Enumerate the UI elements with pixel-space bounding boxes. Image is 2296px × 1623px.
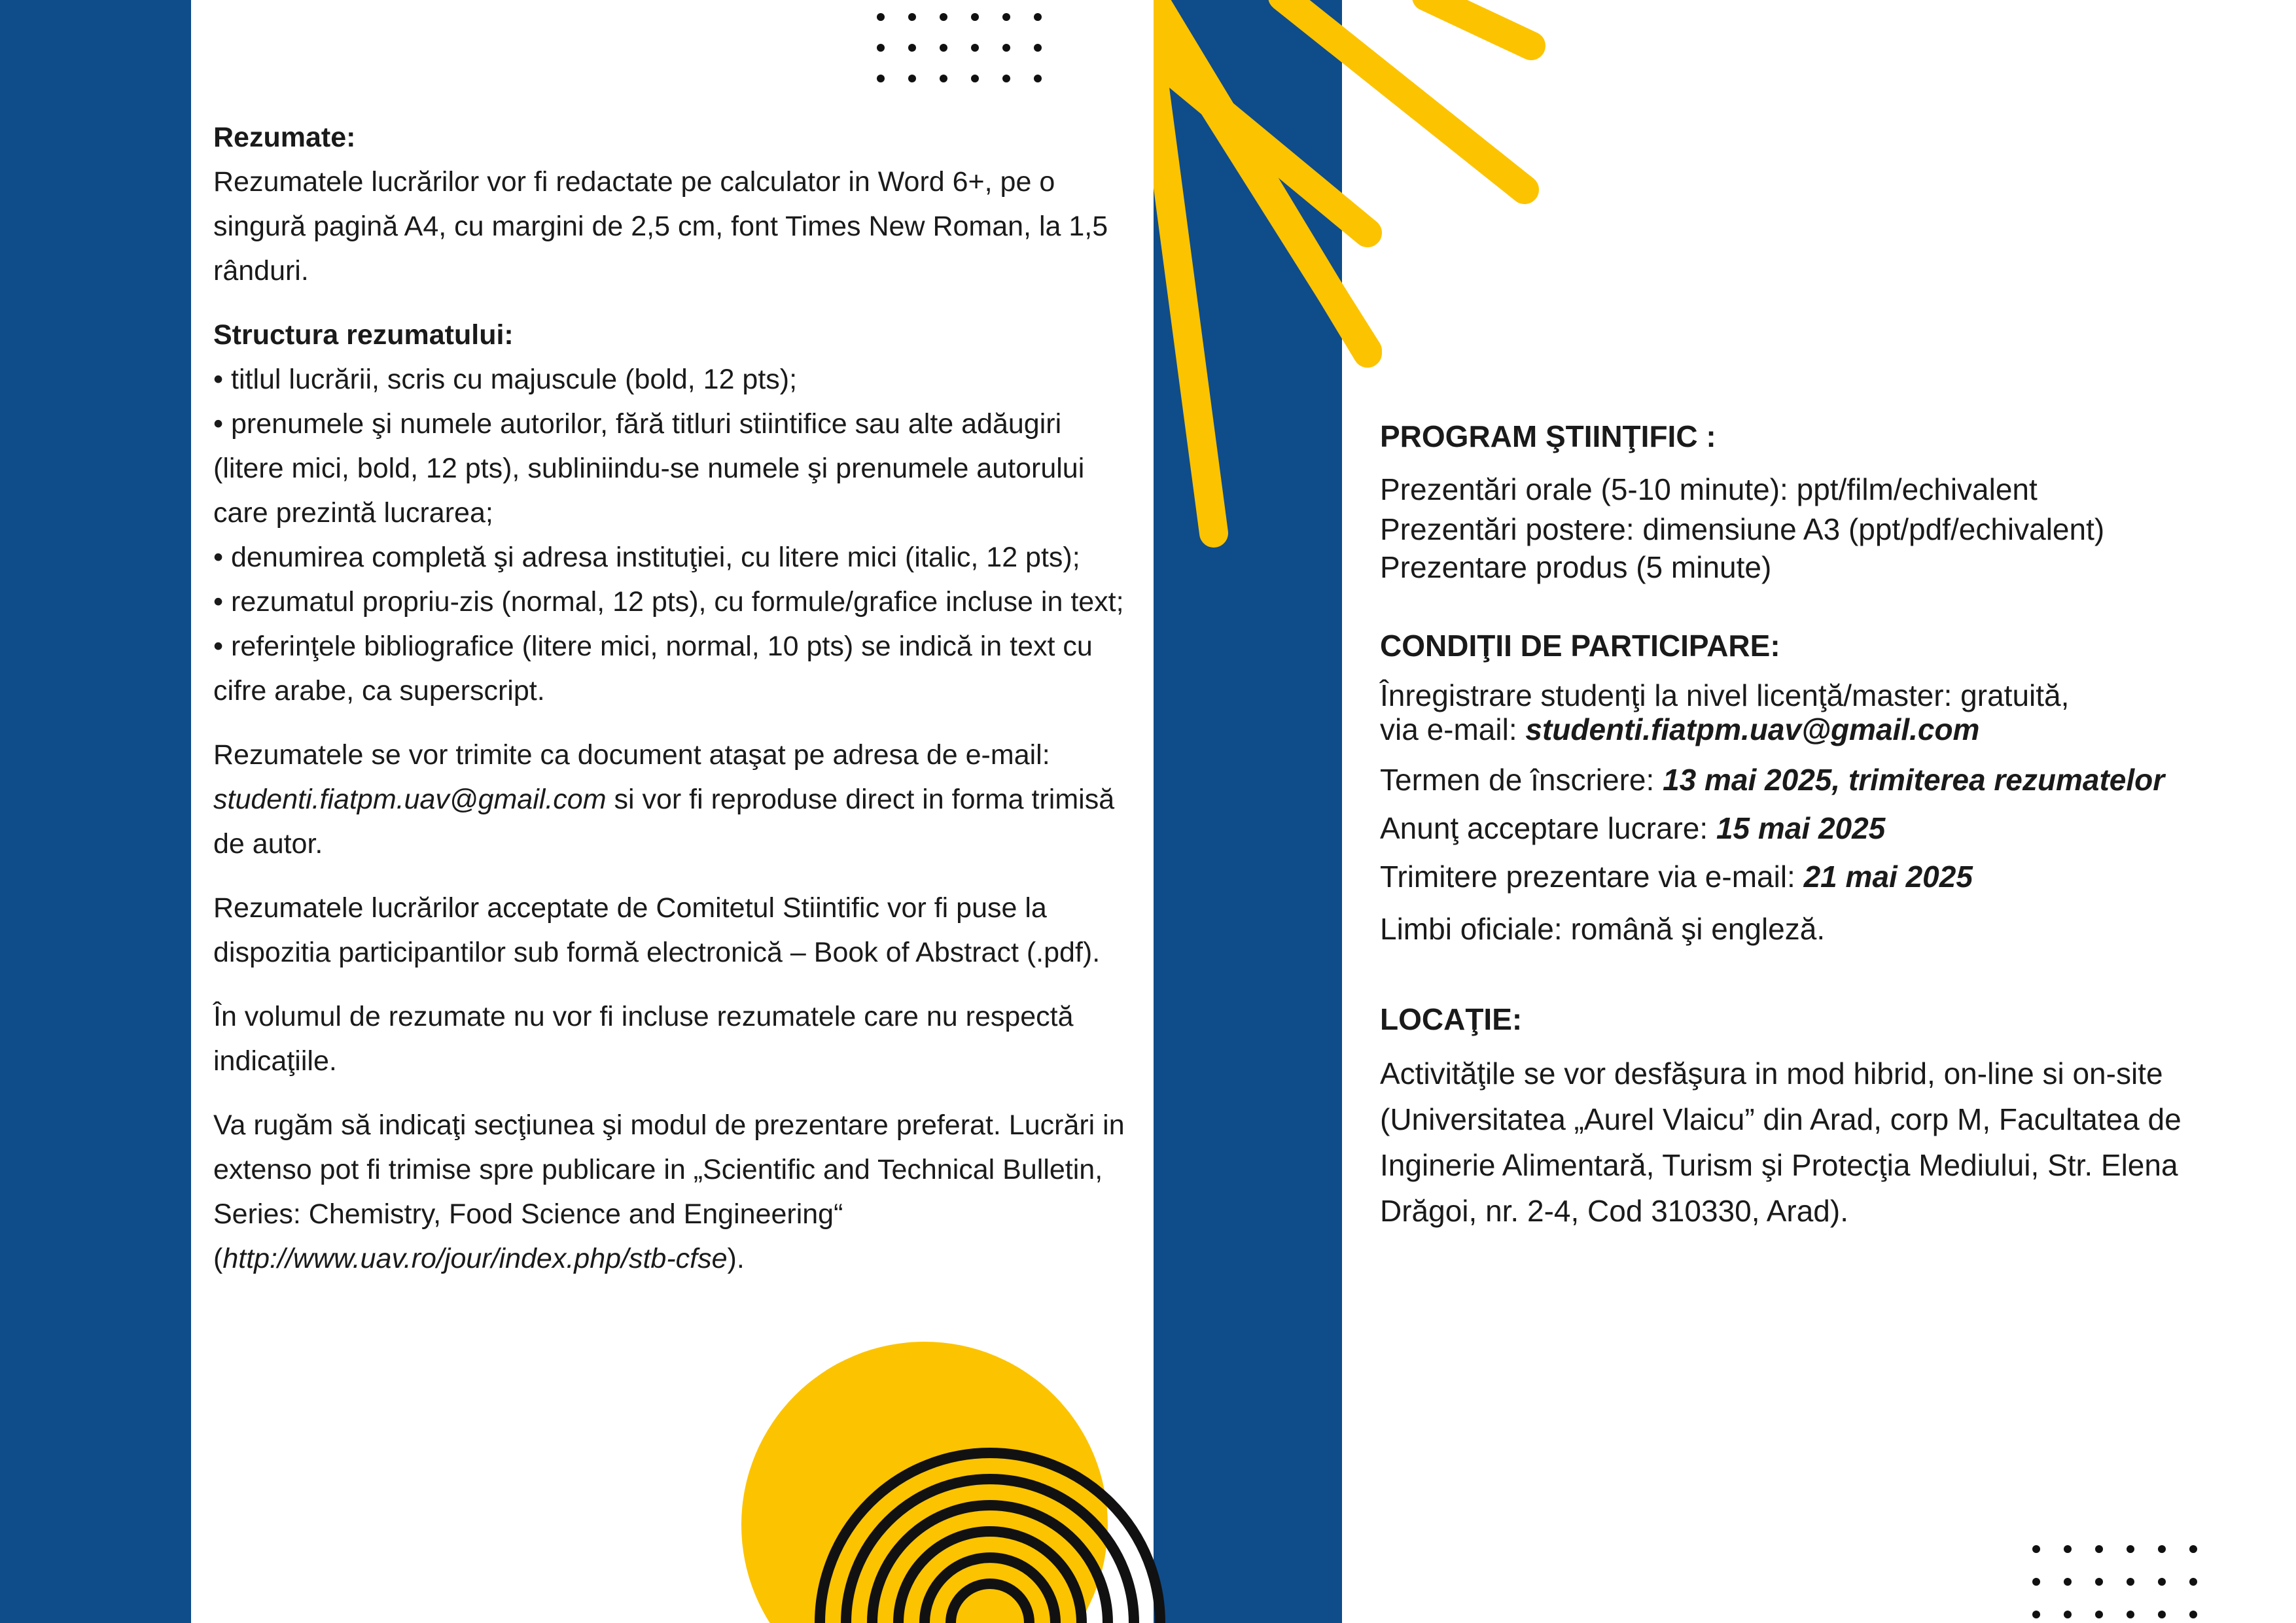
dot — [2064, 1545, 2072, 1553]
dot — [908, 75, 916, 82]
dot — [940, 75, 947, 82]
dot — [971, 13, 979, 21]
dot — [1002, 75, 1010, 82]
dot — [1002, 44, 1010, 52]
dot — [877, 75, 885, 82]
dot — [940, 13, 947, 21]
program-line: Prezentare produs (5 minute) — [1380, 550, 1772, 584]
conditii-registration: Înregistrare studenţi la nivel licenţă/master: gratuită, — [1380, 678, 2070, 712]
dot — [2189, 1578, 2197, 1586]
structura-item: • titlul lucrării, scris cu majuscule (bold, 12 pts); — [213, 364, 798, 395]
email-text-end: si vor fi reproduse direct in forma trimisă de autor. — [213, 784, 1115, 860]
dot — [2127, 1545, 2134, 1553]
conditii-via: via e-mail: — [1380, 712, 1526, 746]
dot — [877, 13, 885, 21]
trimitere-label: Trimitere prezentare via e-mail: — [1380, 860, 1804, 894]
structura-item: • prenumele şi numele autorilor, fără titluri stiintifice sau alte adăugiri (litere mici, bold, 12 pts), subliniindu-se numele şi prenumele autorului care prezintă lucrarea; — [213, 408, 1085, 529]
dot — [877, 44, 885, 52]
dot — [2189, 1545, 2197, 1553]
limbi-oficiale: Limbi oficiale: română şi engleză. — [1380, 912, 1826, 946]
yellow-circle — [741, 1342, 1108, 1623]
volum-paragraph: În volumul de rezumate nu vor fi incluse rezumatele care nu respectă indicaţiile. — [213, 1001, 1074, 1077]
dot — [2032, 1578, 2040, 1586]
program-line: Prezentări postere: dimensiune A3 (ppt/pdf/echivalent) — [1380, 512, 2105, 546]
dot — [2095, 1545, 2103, 1553]
dot — [908, 44, 916, 52]
accept-paragraph: Rezumatele lucrărilor acceptate de Comitetul Stiintific vor fi puse la dispozitia participantilor sub formă electronică – Book of Abstract (.pdf). — [213, 892, 1101, 968]
anunt-label: Anunţ acceptare lucrare: — [1380, 811, 1716, 845]
conditii-email-link[interactable]: studenti.fiatpm.uav@gmail.com — [1525, 712, 1980, 746]
trimitere-value: 21 mai 2025 — [1803, 860, 1973, 894]
dot — [2032, 1611, 2040, 1618]
dot — [1034, 13, 1042, 21]
dot-grid-bottom-right — [2032, 1545, 2197, 1618]
dot — [2127, 1611, 2134, 1618]
locatie-heading: LOCAŢIE: — [1380, 1002, 1523, 1036]
dot — [1034, 44, 1042, 52]
dot — [1002, 13, 1010, 21]
dot — [2064, 1578, 2072, 1586]
email-text-start: Rezumatele se vor trimite ca document ataşat pe adresa de e-mail: — [213, 739, 1050, 771]
program-line: Prezentări orale (5-10 minute): ppt/film/echivalent — [1380, 472, 2038, 506]
left-column — [213, 115, 1129, 1281]
dot — [971, 44, 979, 52]
dot-grid-top — [877, 13, 1042, 82]
rugam-text: Va rugăm să indicaţi secţiunea şi modul de prezentare preferat. Lucrări in extenso pot fi trimise spre publicare in „Scientific and Technical Bulletin, Series: Chemistry, Food Science and Engineering“ ( — [213, 1109, 1125, 1274]
dot — [1034, 75, 1042, 82]
dot — [908, 13, 916, 21]
conditii-heading: CONDIŢII DE PARTICIPARE: — [1380, 629, 1780, 663]
dot — [2032, 1545, 2040, 1553]
dot — [940, 44, 947, 52]
structura-item: • denumirea completă şi adresa instituţiei, cu litere mici (italic, 12 pts); — [213, 542, 1080, 573]
termen-label: Termen de înscriere: — [1380, 763, 1663, 797]
structura-heading: Structura rezumatului: — [213, 319, 514, 351]
dot — [2158, 1545, 2166, 1553]
anunt-value: 15 mai 2025 — [1716, 811, 1886, 845]
program-heading: PROGRAM ŞTIINŢIFIC : — [1380, 419, 1716, 453]
structura-item: • referinţele bibliografice (litere mici, normal, 10 pts) se indică in text cu cifre arabe, ca superscript. — [213, 631, 1093, 707]
dot — [2095, 1611, 2103, 1618]
right-column — [1380, 416, 2257, 1234]
rezumate-text: Rezumatele lucrărilor vor fi redactate pe calculator in Word 6+, pe o singură pagină A4, cu margini de 2,5 cm, font Times New Roman, la 1,5 rânduri. — [213, 166, 1108, 287]
dot — [2127, 1578, 2134, 1586]
termen-value: 13 mai 2025, trimiterea rezumatelor — [1663, 763, 2165, 797]
dot — [2158, 1611, 2166, 1618]
email-address-link[interactable]: studenti.fiatpm.uav@gmail.com — [213, 784, 607, 815]
rugam-paragraph — [213, 1103, 1129, 1281]
email-paragraph — [213, 733, 1129, 866]
rugam-end: ). — [727, 1243, 745, 1274]
rezumate-heading: Rezumate: — [213, 122, 356, 153]
structura-item: • rezumatul propriu-zis (normal, 12 pts), cu formule/grafice incluse in text; — [213, 586, 1124, 618]
dot — [2158, 1578, 2166, 1586]
dot — [2095, 1578, 2103, 1586]
locatie-text: Activităţile se vor desfăşura in mod hibrid, on-line si on-site (Universitatea „Aurel Vlaicu” din Arad, corp M, Facultatea de Inginerie Alimentară, Turism şi Protecţia Mediului, Str. Elena Drăgoi, nr. 2-4, Cod 310330, Arad). — [1380, 1056, 2181, 1228]
dot — [2064, 1611, 2072, 1618]
dot — [971, 75, 979, 82]
dot — [2189, 1611, 2197, 1618]
journal-url-link[interactable]: http://www.uav.ro/jour/index.php/stb-cfse — [222, 1243, 728, 1274]
